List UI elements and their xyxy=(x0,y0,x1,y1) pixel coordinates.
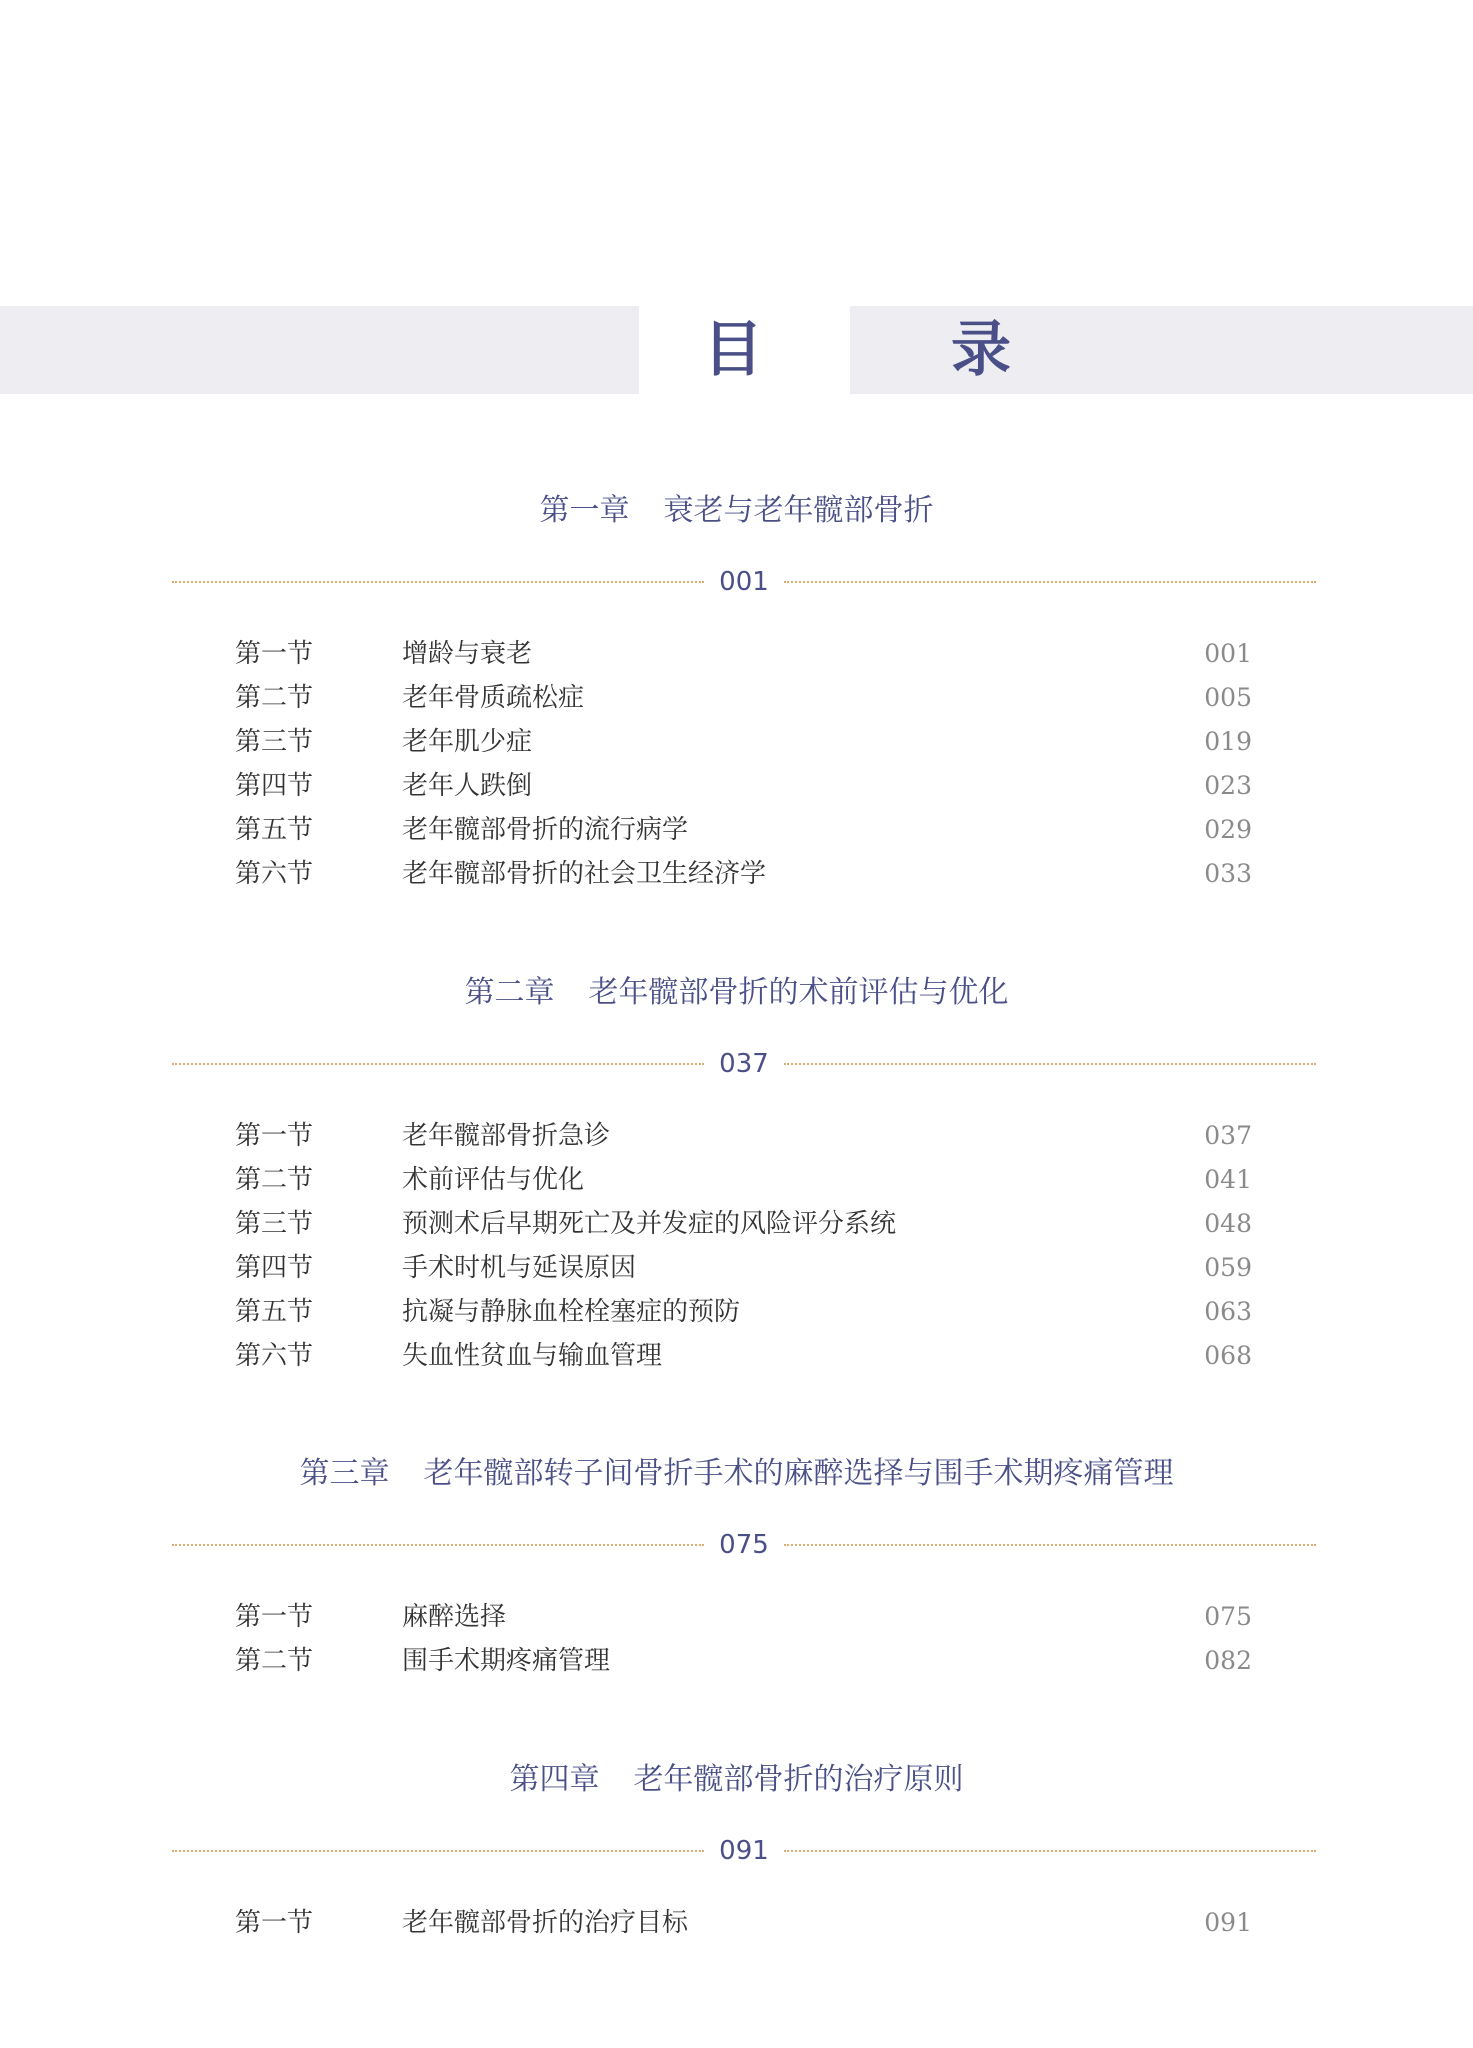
chapter-page-number: 091 xyxy=(719,1836,769,1866)
section-title: 老年髋部骨折的流行病学 xyxy=(402,815,689,845)
section-title: 老年髋部骨折的治疗目标 xyxy=(402,1908,689,1938)
chapter-number: 第二章 xyxy=(464,975,555,1010)
toc-entry[interactable] xyxy=(0,1202,1473,1246)
section-list xyxy=(0,1595,1473,1683)
chapter-page-number: 037 xyxy=(719,1049,769,1079)
chapter-number: 第四章 xyxy=(509,1762,600,1797)
section-page-number: 037 xyxy=(1204,1121,1252,1150)
chapter-heading[interactable] xyxy=(0,491,1473,531)
section-title: 预测术后早期死亡及并发症的风险评分系统 xyxy=(402,1209,897,1239)
section-number: 第四节 xyxy=(235,1253,314,1283)
toc-entry[interactable] xyxy=(0,1246,1473,1290)
toc-entry[interactable] xyxy=(0,1290,1473,1334)
section-page-number: 082 xyxy=(1204,1646,1252,1675)
section-number: 第三节 xyxy=(235,727,314,757)
toc-entry[interactable] xyxy=(0,852,1473,896)
section-page-number: 029 xyxy=(1204,815,1252,844)
chapter-title: 老年髋部骨折的治疗原则 xyxy=(633,1762,964,1797)
section-title: 老年肌少症 xyxy=(402,727,533,757)
chapter-number: 第三章 xyxy=(299,1456,390,1491)
section-number: 第一节 xyxy=(235,1602,314,1632)
section-title: 老年骨质疏松症 xyxy=(402,683,585,713)
dotted-divider xyxy=(784,581,1316,583)
section-title: 老年髋部骨折的社会卫生经济学 xyxy=(402,859,767,889)
section-number: 第三节 xyxy=(235,1209,314,1239)
dotted-divider xyxy=(784,1850,1316,1852)
section-page-number: 075 xyxy=(1204,1602,1252,1631)
chapter-page-rule xyxy=(172,1836,1316,1866)
chapter-heading[interactable] xyxy=(0,1454,1473,1494)
section-list xyxy=(0,1114,1473,1378)
section-title: 失血性贫血与输血管理 xyxy=(402,1341,663,1371)
section-page-number: 033 xyxy=(1204,859,1252,888)
toc-entry[interactable] xyxy=(0,1639,1473,1683)
dotted-divider xyxy=(172,1850,704,1852)
section-number: 第六节 xyxy=(235,859,314,889)
toc-entry[interactable] xyxy=(0,1595,1473,1639)
section-title: 围手术期疼痛管理 xyxy=(402,1646,611,1676)
dotted-divider xyxy=(172,1063,704,1065)
section-number: 第二节 xyxy=(235,1646,314,1676)
section-list xyxy=(0,1901,1473,1945)
section-title: 术前评估与优化 xyxy=(402,1165,585,1195)
section-number: 第一节 xyxy=(235,1908,314,1938)
toc-entry[interactable] xyxy=(0,1901,1473,1945)
section-page-number: 005 xyxy=(1204,683,1252,712)
section-number: 第五节 xyxy=(235,1297,314,1327)
chapter-heading[interactable] xyxy=(0,1760,1473,1800)
chapter-number: 第一章 xyxy=(539,493,630,528)
section-page-number: 059 xyxy=(1204,1253,1252,1282)
dotted-divider xyxy=(784,1063,1316,1065)
section-page-number: 041 xyxy=(1204,1165,1252,1194)
section-number: 第一节 xyxy=(235,1121,314,1151)
section-page-number: 048 xyxy=(1204,1209,1252,1238)
dotted-divider xyxy=(784,1544,1316,1546)
chapter-title: 衰老与老年髋部骨折 xyxy=(663,493,934,528)
section-page-number: 019 xyxy=(1204,727,1252,756)
section-title: 增龄与衰老 xyxy=(402,639,533,669)
chapter-title: 老年髋部骨折的术前评估与优化 xyxy=(588,975,1009,1010)
toc-entry[interactable] xyxy=(0,764,1473,808)
toc-entry[interactable] xyxy=(0,676,1473,720)
chapter-title: 老年髋部转子间骨折手术的麻醉选择与围手术期疼痛管理 xyxy=(423,1456,1174,1491)
toc-entry[interactable] xyxy=(0,1114,1473,1158)
section-title: 老年髋部骨折急诊 xyxy=(402,1121,611,1151)
section-page-number: 068 xyxy=(1204,1341,1252,1370)
section-list xyxy=(0,632,1473,896)
section-page-number: 063 xyxy=(1204,1297,1252,1326)
section-title: 老年人跌倒 xyxy=(402,771,533,801)
dotted-divider xyxy=(172,1544,704,1546)
section-number: 第五节 xyxy=(235,815,314,845)
chapter-heading[interactable] xyxy=(0,973,1473,1013)
section-page-number: 001 xyxy=(1204,639,1252,668)
section-number: 第六节 xyxy=(235,1341,314,1371)
section-number: 第二节 xyxy=(235,683,314,713)
section-page-number: 091 xyxy=(1204,1908,1252,1937)
section-number: 第二节 xyxy=(235,1165,314,1195)
toc-entry[interactable] xyxy=(0,632,1473,676)
chapter-page-number: 075 xyxy=(719,1530,769,1560)
section-title: 抗凝与静脉血栓栓塞症的预防 xyxy=(402,1297,741,1327)
chapter-page-rule xyxy=(172,567,1316,597)
page-title: 目 录 xyxy=(703,315,1075,385)
section-page-number: 023 xyxy=(1204,771,1252,800)
chapter-page-rule xyxy=(172,1049,1316,1079)
toc-entry[interactable] xyxy=(0,720,1473,764)
chapter-page-rule xyxy=(172,1530,1316,1560)
section-title: 手术时机与延误原因 xyxy=(402,1253,637,1283)
section-title: 麻醉选择 xyxy=(402,1602,507,1632)
chapter-page-number: 001 xyxy=(719,567,769,597)
section-number: 第一节 xyxy=(235,639,314,669)
section-number: 第四节 xyxy=(235,771,314,801)
dotted-divider xyxy=(172,581,704,583)
toc-entry[interactable] xyxy=(0,808,1473,852)
toc-entry[interactable] xyxy=(0,1158,1473,1202)
toc-entry[interactable] xyxy=(0,1334,1473,1378)
